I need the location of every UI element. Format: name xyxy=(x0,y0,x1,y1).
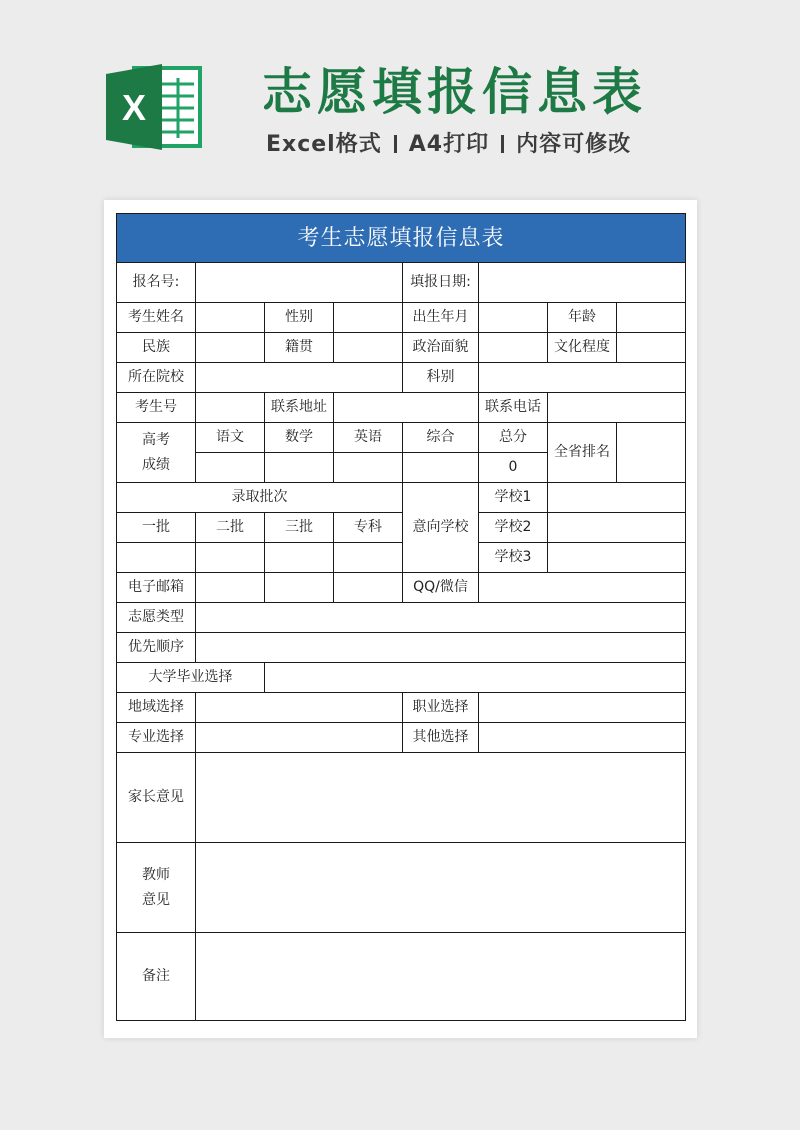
comprehensive-score-field[interactable] xyxy=(403,453,479,483)
subtitle-format: Excel格式 xyxy=(266,132,382,157)
separator xyxy=(501,135,504,153)
excel-icon xyxy=(104,60,204,154)
education-field[interactable] xyxy=(617,333,686,363)
exam-no-label: 考生号 xyxy=(117,393,196,423)
school1-label: 学校1 xyxy=(479,483,548,513)
ethnicity-label: 民族 xyxy=(117,333,196,363)
teacher-opinion-line1: 教师 xyxy=(142,866,170,883)
parent-opinion-label: 家长意见 xyxy=(117,753,196,843)
province-rank-label: 全省排名 xyxy=(548,423,617,483)
priority-label: 优先顺序 xyxy=(117,633,196,663)
political-status-field[interactable] xyxy=(479,333,548,363)
form-title: 考生志愿填报信息表 xyxy=(117,214,686,263)
age-label: 年龄 xyxy=(548,303,617,333)
major-label: 专业选择 xyxy=(117,723,196,753)
batch2-field[interactable] xyxy=(196,543,265,573)
total-score-value: 0 xyxy=(479,453,548,483)
after-grad-label: 大学毕业选择 xyxy=(117,663,265,693)
email-field[interactable] xyxy=(196,573,265,603)
separator xyxy=(394,135,397,153)
math-score-field[interactable] xyxy=(265,453,334,483)
target-school-label: 意向学校 xyxy=(403,483,479,573)
chinese-score-field[interactable] xyxy=(196,453,265,483)
total-label: 总分 xyxy=(479,423,548,453)
email-field-3[interactable] xyxy=(334,573,403,603)
email-field-2[interactable] xyxy=(265,573,334,603)
school3-field[interactable] xyxy=(548,543,686,573)
batch2-label: 二批 xyxy=(196,513,265,543)
batch-label: 录取批次 xyxy=(117,483,403,513)
address-field[interactable] xyxy=(334,393,479,423)
qq-field[interactable] xyxy=(479,573,686,603)
province-rank-field[interactable] xyxy=(617,423,686,483)
score-label xyxy=(117,423,196,483)
english-label: 英语 xyxy=(334,423,403,453)
gender-label: 性别 xyxy=(265,303,334,333)
phone-field[interactable] xyxy=(548,393,686,423)
vocational-label: 专科 xyxy=(334,513,403,543)
svg-text:X: X xyxy=(121,87,147,128)
remarks-label: 备注 xyxy=(117,933,196,1021)
fill-date-field[interactable] xyxy=(479,263,686,303)
batch1-field[interactable] xyxy=(117,543,196,573)
region-label: 地域选择 xyxy=(117,693,196,723)
comprehensive-label: 综合 xyxy=(403,423,479,453)
volunteer-type-label: 志愿类型 xyxy=(117,603,196,633)
english-score-field[interactable] xyxy=(334,453,403,483)
page-subtitle xyxy=(266,127,631,158)
career-field[interactable] xyxy=(479,693,686,723)
ethnicity-field[interactable] xyxy=(196,333,265,363)
subtitle-print: A4打印 xyxy=(408,132,490,157)
gender-field[interactable] xyxy=(334,303,403,333)
fill-date-label: 填报日期: xyxy=(403,263,479,303)
school1-field[interactable] xyxy=(548,483,686,513)
batch3-field[interactable] xyxy=(265,543,334,573)
native-place-field[interactable] xyxy=(334,333,403,363)
vocational-field[interactable] xyxy=(334,543,403,573)
teacher-opinion-field[interactable] xyxy=(196,843,686,933)
score-label-line1: 高考 xyxy=(142,431,170,448)
teacher-opinion-line2: 意见 xyxy=(142,891,170,908)
birth-field[interactable] xyxy=(479,303,548,333)
other-label: 其他选择 xyxy=(403,723,479,753)
score-label-line2: 成绩 xyxy=(142,456,170,473)
school-label: 所在院校 xyxy=(117,363,196,393)
chinese-label: 语文 xyxy=(196,423,265,453)
math-label: 数学 xyxy=(265,423,334,453)
form-paper xyxy=(104,200,697,1038)
other-field[interactable] xyxy=(479,723,686,753)
email-label: 电子邮箱 xyxy=(117,573,196,603)
name-field[interactable] xyxy=(196,303,265,333)
page-header xyxy=(0,0,800,190)
name-label: 考生姓名 xyxy=(117,303,196,333)
application-form-table xyxy=(116,213,686,1021)
native-place-label: 籍贯 xyxy=(265,333,334,363)
after-grad-field[interactable] xyxy=(265,663,686,693)
school2-label: 学校2 xyxy=(479,513,548,543)
birth-label: 出生年月 xyxy=(403,303,479,333)
teacher-opinion-label xyxy=(117,843,196,933)
page-title: 志愿填报信息表 xyxy=(262,63,647,121)
exam-no-field[interactable] xyxy=(196,393,265,423)
batch3-label: 三批 xyxy=(265,513,334,543)
volunteer-type-field[interactable] xyxy=(196,603,686,633)
age-field[interactable] xyxy=(617,303,686,333)
batch1-label: 一批 xyxy=(117,513,196,543)
reg-no-field[interactable] xyxy=(196,263,403,303)
qq-label: QQ/微信 xyxy=(403,573,479,603)
major-field[interactable] xyxy=(196,723,403,753)
subject-type-field[interactable] xyxy=(479,363,686,393)
region-field[interactable] xyxy=(196,693,403,723)
school-field[interactable] xyxy=(196,363,403,393)
address-label: 联系地址 xyxy=(265,393,334,423)
priority-field[interactable] xyxy=(196,633,686,663)
remarks-field[interactable] xyxy=(196,933,686,1021)
parent-opinion-field[interactable] xyxy=(196,753,686,843)
career-label: 职业选择 xyxy=(403,693,479,723)
phone-label: 联系电话 xyxy=(479,393,548,423)
reg-no-label: 报名号: xyxy=(117,263,196,303)
subtitle-editable: 内容可修改 xyxy=(516,132,632,157)
school2-field[interactable] xyxy=(548,513,686,543)
education-label: 文化程度 xyxy=(548,333,617,363)
subject-type-label: 科别 xyxy=(403,363,479,393)
political-status-label: 政治面貌 xyxy=(403,333,479,363)
school3-label: 学校3 xyxy=(479,543,548,573)
